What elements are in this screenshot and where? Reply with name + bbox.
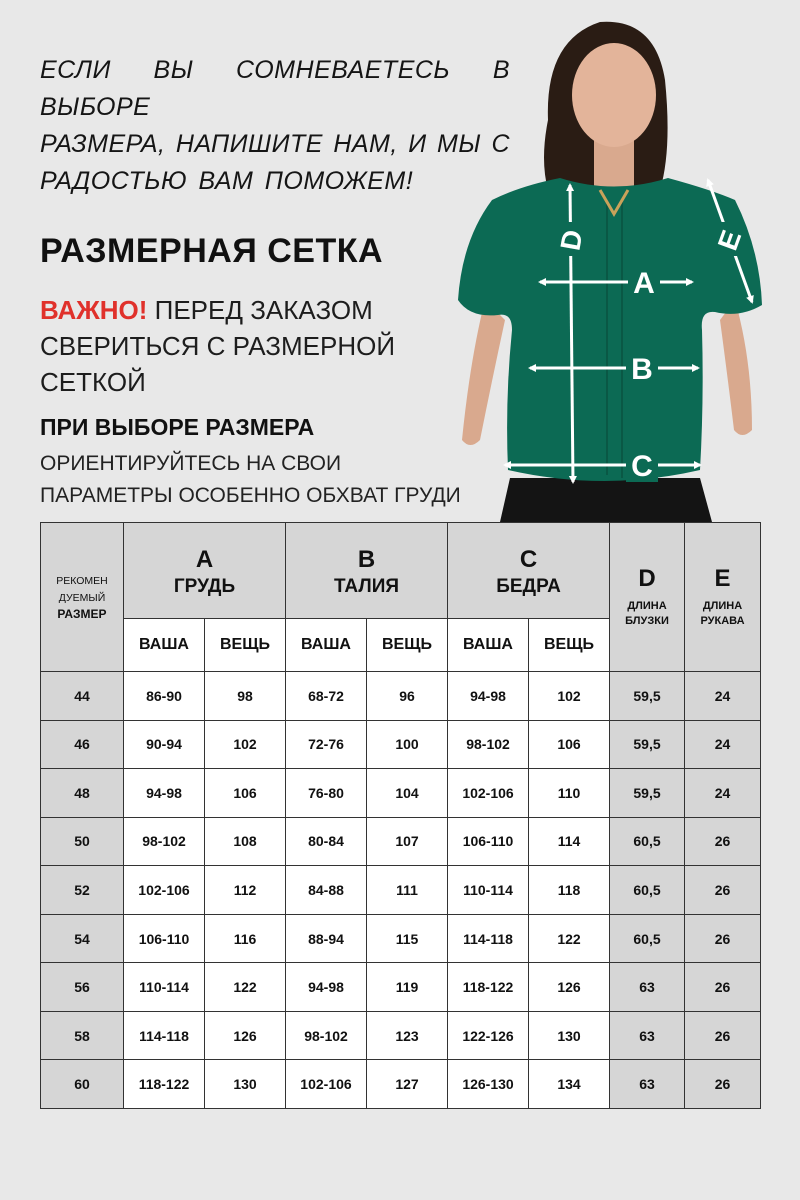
table-row bbox=[41, 1011, 761, 1060]
cell-waist-yours: 80-84 bbox=[286, 817, 367, 866]
cell-sleeve-length: 24 bbox=[685, 672, 761, 721]
hint-line: ПАРАМЕТРЫ ОСОБЕННО ОБХВАТ ГРУДИ bbox=[40, 484, 461, 507]
table-row bbox=[41, 914, 761, 963]
important-text: ПЕРЕД ЗАКАЗОМ СВЕРИТЬСЯ С РАЗМЕРНОЙ СЕТКОЙ bbox=[40, 295, 396, 397]
cell-chest-yours: 86-90 bbox=[124, 672, 205, 721]
cell-waist-yours: 84-88 bbox=[286, 866, 367, 915]
sleeve-length-header: E ДЛИНА РУКАВА bbox=[685, 523, 761, 672]
cell-waist-item: 127 bbox=[367, 1060, 448, 1109]
cell-blouse-length: 63 bbox=[610, 1011, 685, 1060]
cell-hips-item: 102 bbox=[529, 672, 610, 721]
cell-blouse-length: 60,5 bbox=[610, 866, 685, 915]
important-note bbox=[40, 292, 460, 400]
cell-size: 60 bbox=[41, 1060, 124, 1109]
cell-hips-yours: 126-130 bbox=[448, 1060, 529, 1109]
cell-chest-item: 116 bbox=[205, 914, 286, 963]
table-row bbox=[41, 866, 761, 915]
left-arm bbox=[462, 300, 505, 445]
cell-sleeve-length: 24 bbox=[685, 720, 761, 769]
cell-waist-yours: 76-80 bbox=[286, 769, 367, 818]
diagram-label-d: D bbox=[554, 227, 589, 253]
cell-blouse-length: 60,5 bbox=[610, 817, 685, 866]
cell-sleeve-length: 24 bbox=[685, 769, 761, 818]
cell-size: 46 bbox=[41, 720, 124, 769]
table-row bbox=[41, 1060, 761, 1109]
cell-size: 54 bbox=[41, 914, 124, 963]
table-row bbox=[41, 720, 761, 769]
cell-blouse-length: 63 bbox=[610, 963, 685, 1012]
important-label: ВАЖНО! bbox=[40, 295, 148, 325]
cell-chest-yours: 98-102 bbox=[124, 817, 205, 866]
cell-hips-yours: 114-118 bbox=[448, 914, 529, 963]
cell-chest-item: 122 bbox=[205, 963, 286, 1012]
cell-size: 52 bbox=[41, 866, 124, 915]
cell-hips-item: 118 bbox=[529, 866, 610, 915]
hint-title: ПРИ ВЫБОРЕ РАЗМЕРА bbox=[40, 414, 315, 440]
cell-waist-yours: 94-98 bbox=[286, 963, 367, 1012]
cell-waist-yours: 102-106 bbox=[286, 1060, 367, 1109]
cell-sleeve-length: 26 bbox=[685, 914, 761, 963]
cell-hips-item: 122 bbox=[529, 914, 610, 963]
page-title: РАЗМЕРНАЯ СЕТКА bbox=[40, 232, 384, 270]
size-table-body bbox=[41, 672, 761, 1109]
cell-size: 48 bbox=[41, 769, 124, 818]
cell-hips-item: 114 bbox=[529, 817, 610, 866]
size-table bbox=[40, 522, 761, 1109]
cell-size: 58 bbox=[41, 1011, 124, 1060]
neck bbox=[594, 140, 634, 190]
cell-waist-item: 104 bbox=[367, 769, 448, 818]
cell-chest-item: 106 bbox=[205, 769, 286, 818]
cell-hips-yours: 94-98 bbox=[448, 672, 529, 721]
cell-hips-yours: 122-126 bbox=[448, 1011, 529, 1060]
cell-blouse-length: 59,5 bbox=[610, 720, 685, 769]
cell-hips-item: 130 bbox=[529, 1011, 610, 1060]
cell-sleeve-length: 26 bbox=[685, 1011, 761, 1060]
cell-hips-item: 110 bbox=[529, 769, 610, 818]
sub-header-yours: ВАША bbox=[124, 619, 205, 672]
cell-chest-yours: 94-98 bbox=[124, 769, 205, 818]
hint-text bbox=[40, 448, 461, 512]
cell-waist-yours: 68-72 bbox=[286, 672, 367, 721]
cell-waist-item: 111 bbox=[367, 866, 448, 915]
waist-header: B ТАЛИЯ bbox=[286, 523, 448, 619]
cell-hips-item: 134 bbox=[529, 1060, 610, 1109]
cell-chest-item: 98 bbox=[205, 672, 286, 721]
cell-waist-item: 119 bbox=[367, 963, 448, 1012]
face bbox=[572, 43, 656, 147]
blouse-length-header: D ДЛИНА БЛУЗКИ bbox=[610, 523, 685, 672]
cell-hips-yours: 110-114 bbox=[448, 866, 529, 915]
cell-hips-yours: 102-106 bbox=[448, 769, 529, 818]
cell-hips-yours: 118-122 bbox=[448, 963, 529, 1012]
cell-blouse-length: 59,5 bbox=[610, 769, 685, 818]
intro-line: РАДОСТЬЮ ВАМ ПОМОЖЕМ! bbox=[40, 167, 414, 195]
table-row bbox=[41, 672, 761, 721]
cell-chest-item: 112 bbox=[205, 866, 286, 915]
cell-waist-item: 123 bbox=[367, 1011, 448, 1060]
cell-hips-yours: 98-102 bbox=[448, 720, 529, 769]
cell-chest-item: 108 bbox=[205, 817, 286, 866]
cell-sleeve-length: 26 bbox=[685, 866, 761, 915]
intro-line: РАЗМЕРА, НАПИШИТЕ НАМ, И МЫ С bbox=[40, 130, 510, 158]
cell-waist-item: 115 bbox=[367, 914, 448, 963]
cell-blouse-length: 63 bbox=[610, 1060, 685, 1109]
cell-waist-item: 100 bbox=[367, 720, 448, 769]
chest-header: A ГРУДЬ bbox=[124, 523, 286, 619]
sub-header-item: ВЕЩЬ bbox=[205, 619, 286, 672]
sub-header-yours: ВАША bbox=[448, 619, 529, 672]
cell-waist-item: 96 bbox=[367, 672, 448, 721]
cell-size: 44 bbox=[41, 672, 124, 721]
recommended-size-header: РЕКОМЕН ДУЕМЫЙ РАЗМЕР bbox=[41, 523, 124, 672]
cell-chest-item: 126 bbox=[205, 1011, 286, 1060]
cell-waist-yours: 98-102 bbox=[286, 1011, 367, 1060]
cell-size: 56 bbox=[41, 963, 124, 1012]
cell-sleeve-length: 26 bbox=[685, 1060, 761, 1109]
cell-chest-item: 102 bbox=[205, 720, 286, 769]
diagram-label-a: A bbox=[633, 267, 655, 300]
model-illustration bbox=[440, 0, 800, 522]
cell-chest-yours: 106-110 bbox=[124, 914, 205, 963]
diagram-label-c: C bbox=[631, 450, 653, 483]
cell-chest-item: 130 bbox=[205, 1060, 286, 1109]
cell-waist-yours: 72-76 bbox=[286, 720, 367, 769]
cell-blouse-length: 60,5 bbox=[610, 914, 685, 963]
sub-header-yours: ВАША bbox=[286, 619, 367, 672]
cell-blouse-length: 59,5 bbox=[610, 672, 685, 721]
table-row bbox=[41, 817, 761, 866]
cell-sleeve-length: 26 bbox=[685, 817, 761, 866]
hips-header: C БЕДРА bbox=[448, 523, 610, 619]
hint-line: ОРИЕНТИРУЙТЕСЬ НА СВОИ bbox=[40, 452, 342, 475]
table-row bbox=[41, 769, 761, 818]
cell-chest-yours: 90-94 bbox=[124, 720, 205, 769]
cell-hips-item: 126 bbox=[529, 963, 610, 1012]
cell-chest-yours: 102-106 bbox=[124, 866, 205, 915]
cell-waist-item: 107 bbox=[367, 817, 448, 866]
sub-header-item: ВЕЩЬ bbox=[367, 619, 448, 672]
diagram-label-e: E bbox=[711, 226, 748, 255]
trousers bbox=[500, 478, 712, 522]
table-row bbox=[41, 963, 761, 1012]
cell-hips-item: 106 bbox=[529, 720, 610, 769]
cell-chest-yours: 118-122 bbox=[124, 1060, 205, 1109]
cell-chest-yours: 114-118 bbox=[124, 1011, 205, 1060]
cell-hips-yours: 106-110 bbox=[448, 817, 529, 866]
cell-chest-yours: 110-114 bbox=[124, 963, 205, 1012]
cell-waist-yours: 88-94 bbox=[286, 914, 367, 963]
cell-sleeve-length: 26 bbox=[685, 963, 761, 1012]
sub-header-item: ВЕЩЬ bbox=[529, 619, 610, 672]
intro-line: ЕСЛИ ВЫ СОМНЕВАЕТЕСЬ В ВЫБОРЕ bbox=[40, 56, 510, 121]
diagram-label-b: B bbox=[631, 353, 653, 386]
right-arm bbox=[720, 300, 752, 435]
cell-size: 50 bbox=[41, 817, 124, 866]
